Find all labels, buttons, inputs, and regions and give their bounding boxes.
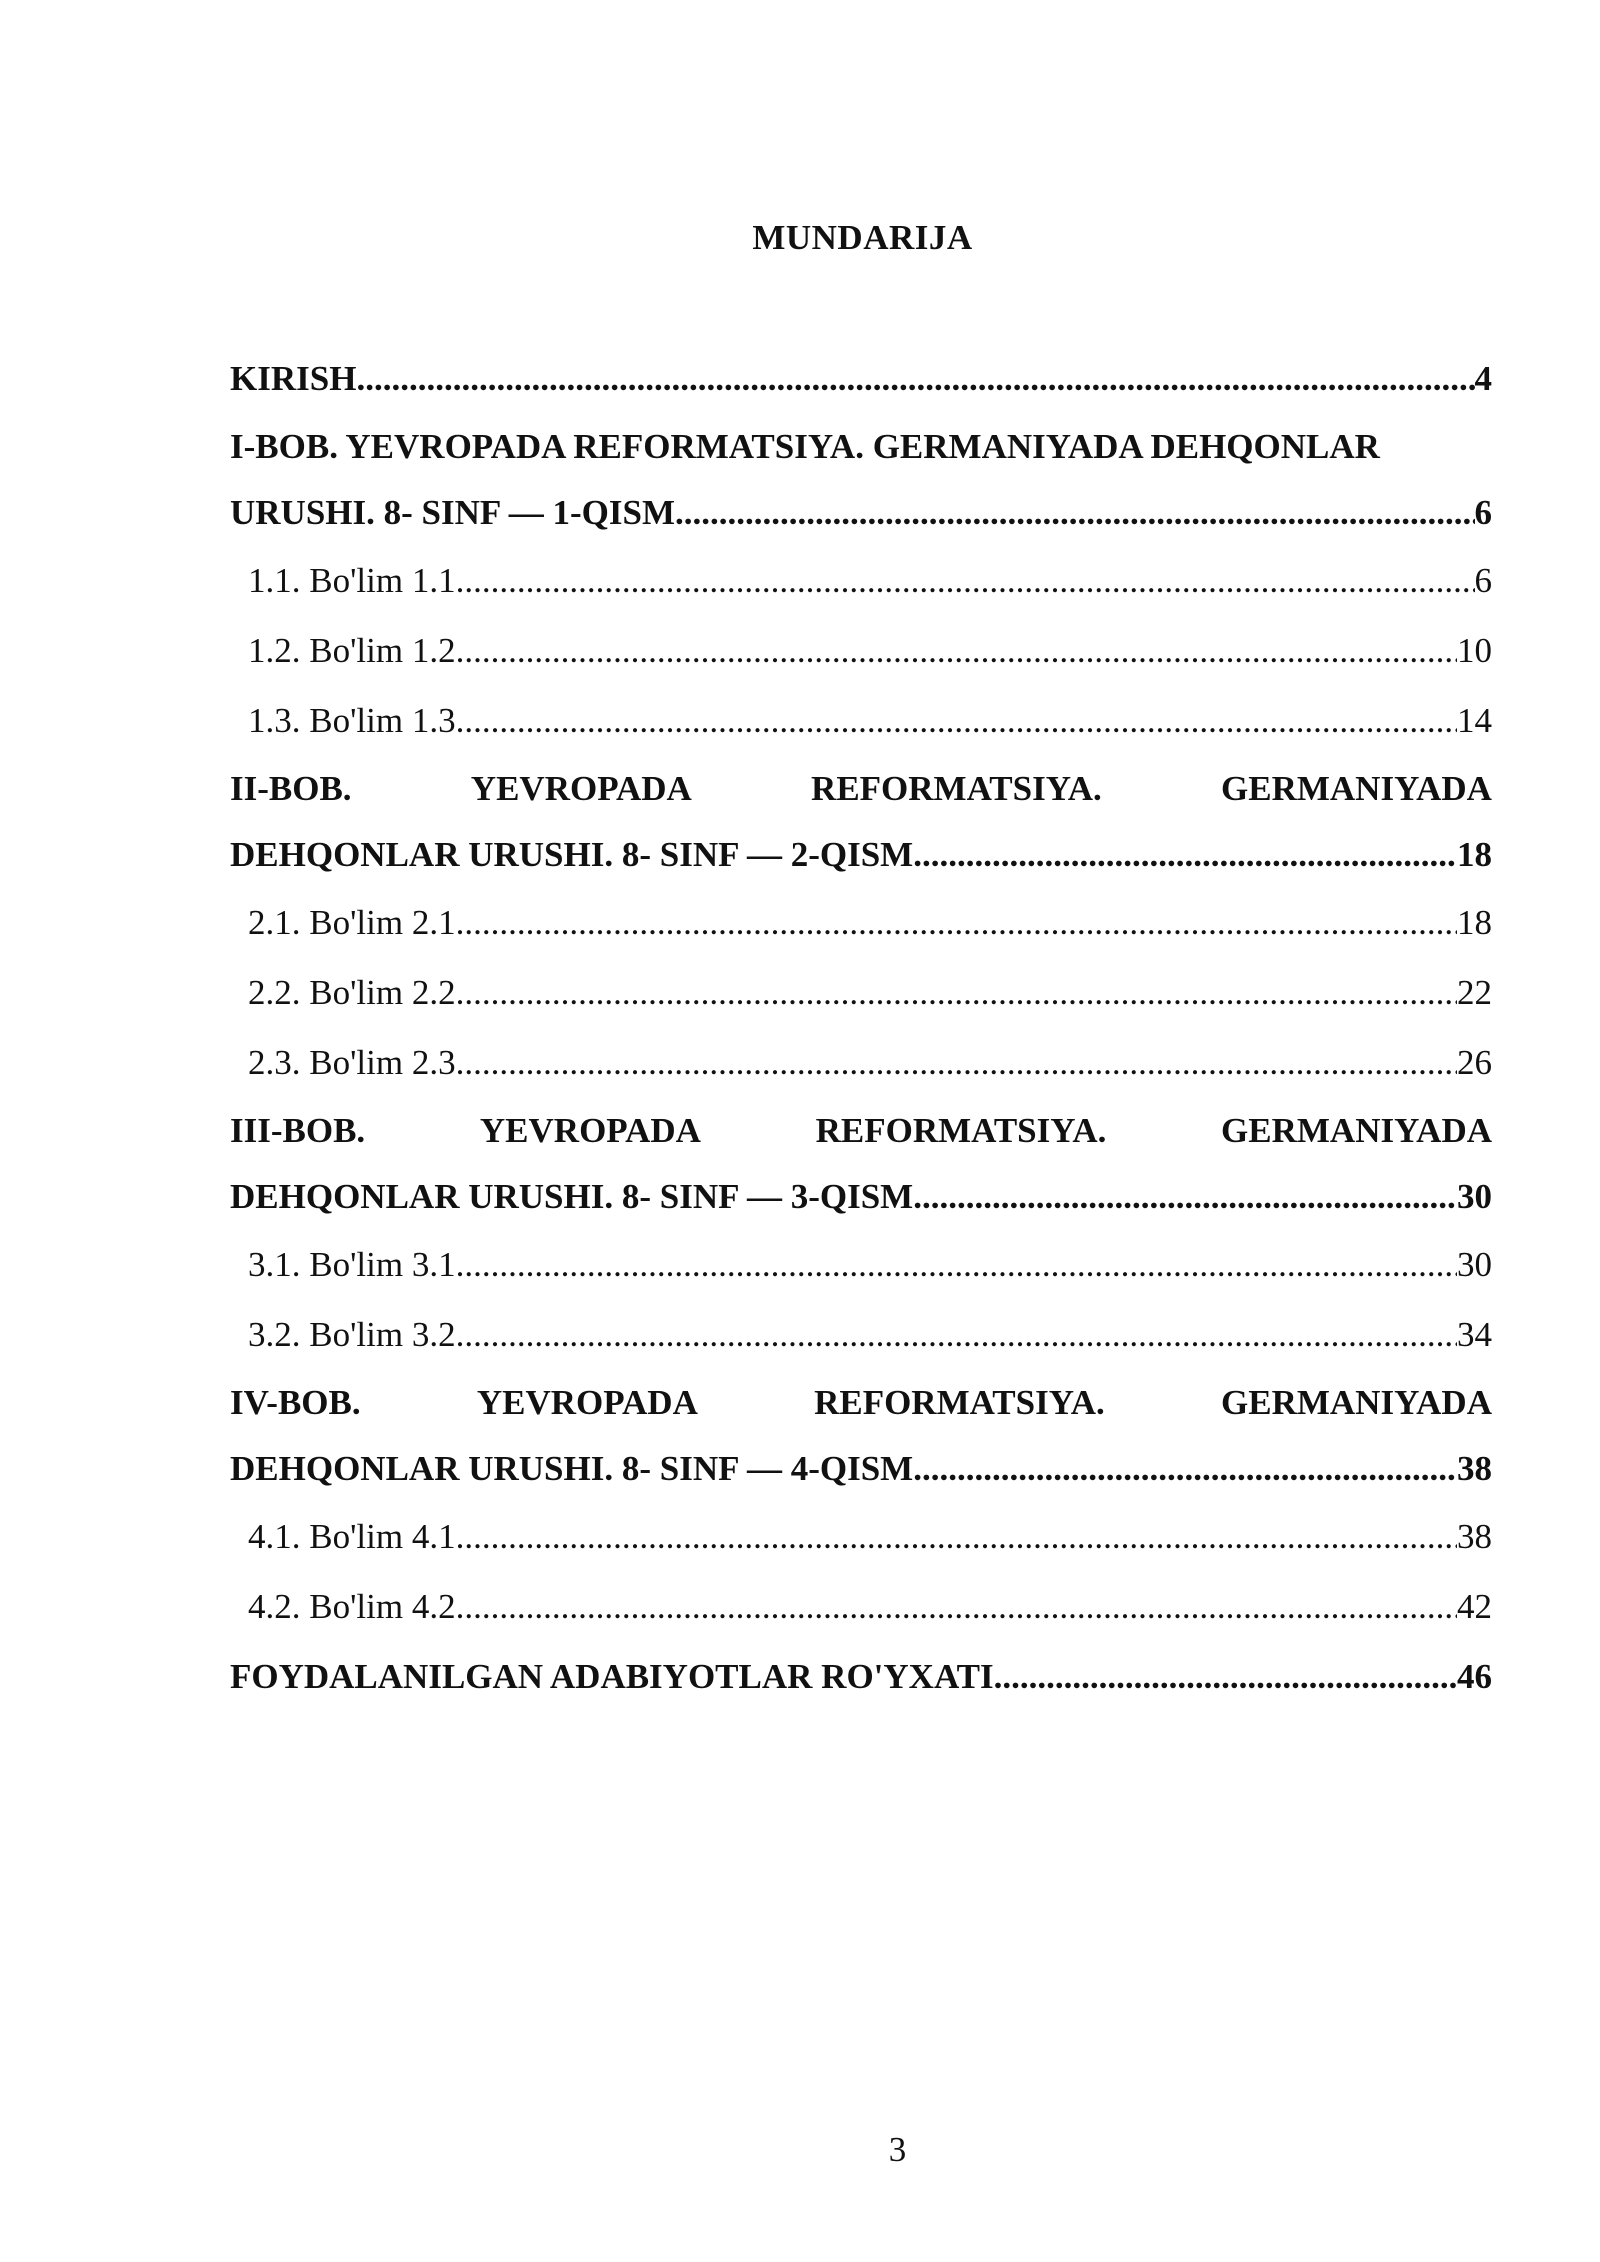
toc-entry-section[interactable] (230, 1502, 1492, 1572)
chapter-title-word: GERMANIYADA (1221, 1383, 1492, 1422)
toc-page-number: 46 (1457, 1657, 1492, 1696)
toc-entry-label: 1.3. Bo'lim 1.3 (248, 701, 456, 740)
toc-page-number: 6 (1474, 561, 1492, 600)
toc-entry-label: FOYDALANILGAN ADABIYOTLAR RO'YXATI (230, 1657, 994, 1696)
dot-leader (913, 1436, 1457, 1502)
chapter-title-line (230, 822, 1492, 888)
dot-leader (994, 1642, 1457, 1712)
toc-page-number: 18 (1457, 835, 1492, 874)
page-number: 3 (888, 2130, 907, 2169)
toc-page-number: 38 (1457, 1517, 1492, 1556)
toc-page-number: 42 (1457, 1587, 1492, 1626)
dot-leader (456, 686, 1457, 756)
toc-page-number: 30 (1457, 1177, 1492, 1216)
chapter-title-line (230, 756, 1492, 822)
toc-entry-section[interactable] (230, 1300, 1492, 1370)
dot-leader (456, 1230, 1457, 1300)
dot-leader (456, 1300, 1457, 1370)
toc-page-number: 10 (1457, 631, 1492, 670)
toc-entry-section[interactable] (230, 958, 1492, 1028)
dot-leader (456, 1502, 1457, 1572)
toc-entry-chapter-4[interactable] (230, 1370, 1492, 1502)
toc-entry-label: 3.1. Bo'lim 3.1 (248, 1245, 456, 1284)
dot-leader (456, 546, 1475, 616)
chapter-title-text: DEHQONLAR URUSHI. 8- SINF — 3-QISM (230, 1177, 914, 1216)
toc-entry-label: 1.2. Bo'lim 1.2 (248, 631, 456, 670)
page-title: MUNDARIJA (752, 218, 973, 257)
chapter-title-word: GERMANIYADA (1221, 769, 1492, 808)
toc-page-number: 30 (1457, 1245, 1492, 1284)
dot-leader (913, 822, 1457, 888)
toc-page-number: 4 (1474, 359, 1492, 398)
toc-entry-label: 3.2. Bo'lim 3.2 (248, 1315, 456, 1354)
toc-page-number: 34 (1457, 1315, 1492, 1354)
toc-entry-label: KIRISH (230, 359, 357, 398)
table-of-contents (230, 344, 1492, 1712)
toc-entry-section[interactable] (230, 686, 1492, 756)
chapter-title-line (230, 1370, 1492, 1436)
toc-entry-section[interactable] (230, 1230, 1492, 1300)
toc-entry-section[interactable] (230, 888, 1492, 958)
dot-leader (456, 1028, 1457, 1098)
toc-page-number: 38 (1457, 1449, 1492, 1488)
chapter-title-word: YEVROPADA (476, 1383, 698, 1422)
dot-leader (356, 344, 1474, 414)
chapter-title-word: REFORMATSIYA. (811, 769, 1102, 808)
chapter-title-word: IV-BOB. (230, 1383, 361, 1422)
toc-entry-label: 4.1. Bo'lim 4.1 (248, 1517, 456, 1556)
toc-entry-chapter-2[interactable] (230, 756, 1492, 888)
chapter-title-line (230, 1098, 1492, 1164)
toc-page-number: 18 (1457, 903, 1492, 942)
toc-entry-references[interactable] (230, 1642, 1492, 1712)
toc-entry-label: 2.2. Bo'lim 2.2 (248, 973, 456, 1012)
chapter-title-text: DEHQONLAR URUSHI. 8- SINF — 2-QISM (230, 835, 914, 874)
toc-entry-intro[interactable] (230, 344, 1492, 414)
toc-entry-chapter-1[interactable] (230, 414, 1492, 546)
chapter-title-text: URUSHI. 8- SINF — 1-QISM (230, 493, 675, 532)
toc-page-number: 26 (1457, 1043, 1492, 1082)
toc-entry-label: 2.3. Bo'lim 2.3 (248, 1043, 456, 1082)
toc-entry-label: 4.2. Bo'lim 4.2 (248, 1587, 456, 1626)
chapter-title-text: I-BOB. YEVROPADA REFORMATSIYA. GERMANIYADA DEHQONLAR (230, 427, 1380, 466)
toc-page-number: 14 (1457, 701, 1492, 740)
chapter-title-word: YEVROPADA (479, 1111, 701, 1150)
chapter-title-word: REFORMATSIYA. (814, 1383, 1105, 1422)
chapter-title-line (230, 1436, 1492, 1502)
dot-leader (456, 616, 1457, 686)
chapter-title-word: REFORMATSIYA. (815, 1111, 1107, 1150)
toc-entry-section[interactable] (230, 1028, 1492, 1098)
toc-entry-section[interactable] (230, 1572, 1492, 1642)
dot-leader (456, 958, 1457, 1028)
dot-leader (456, 1572, 1457, 1642)
chapter-title-text: DEHQONLAR URUSHI. 8- SINF — 4-QISM (230, 1449, 914, 1488)
toc-entry-section[interactable] (230, 546, 1492, 616)
toc-entry-section[interactable] (230, 616, 1492, 686)
dot-leader (456, 888, 1457, 958)
chapter-title-word: YEVROPADA (470, 769, 692, 808)
dot-leader (675, 480, 1475, 546)
dot-leader (913, 1164, 1457, 1230)
chapter-title-line (230, 414, 1492, 480)
chapter-title-line (230, 1164, 1492, 1230)
chapter-title-word: II-BOB. (230, 769, 352, 808)
toc-entry-chapter-3[interactable] (230, 1098, 1492, 1230)
toc-entry-label: 2.1. Bo'lim 2.1 (248, 903, 456, 942)
toc-entry-label: 1.1. Bo'lim 1.1 (248, 561, 456, 600)
chapter-title-word: GERMANIYADA (1221, 1111, 1492, 1150)
chapter-title-word: III-BOB. (230, 1111, 366, 1150)
toc-page-number: 22 (1457, 973, 1492, 1012)
chapter-title-line (230, 480, 1492, 546)
toc-page-number: 6 (1474, 493, 1492, 532)
